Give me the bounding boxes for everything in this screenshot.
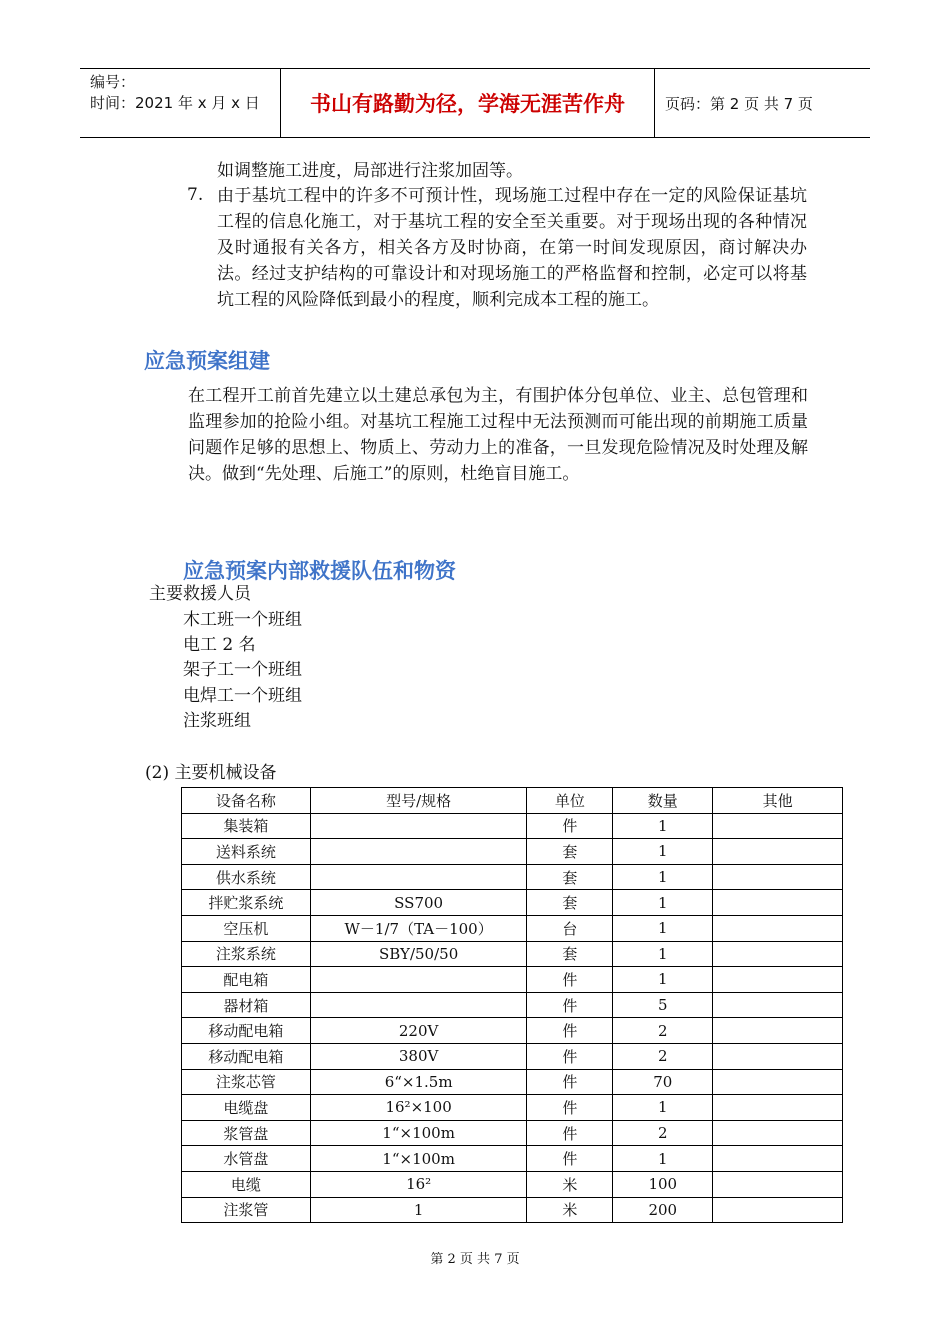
table-cell: 220V xyxy=(310,1018,527,1044)
table-cell: 台 xyxy=(527,915,613,941)
table-cell: 套 xyxy=(527,890,613,916)
table-cell: 件 xyxy=(527,813,613,839)
table-cell: 电缆盘 xyxy=(182,1095,311,1121)
table-cell: 1 xyxy=(310,1197,527,1223)
table-row xyxy=(182,1043,843,1069)
personnel-heading: 主要救援人员 xyxy=(149,584,251,604)
table-cell: 100 xyxy=(613,1171,713,1197)
table-cell: 2 xyxy=(613,1120,713,1146)
section-title-emergency-team: 应急预案组建 xyxy=(144,349,270,373)
table-cell: 件 xyxy=(527,1069,613,1095)
table-cell: 注浆系统 xyxy=(182,941,311,967)
table-cell: SS700 xyxy=(310,890,527,916)
header-cell: 设备名称 xyxy=(182,788,311,814)
page-header xyxy=(80,68,870,138)
header-meta xyxy=(80,69,281,137)
table-cell: SBY/50/50 xyxy=(310,941,527,967)
table-cell xyxy=(713,890,843,916)
table-cell: 套 xyxy=(527,839,613,865)
equipment-heading: (2) 主要机械设备 xyxy=(145,763,277,783)
table-cell xyxy=(713,1146,843,1172)
table-cell: 1 xyxy=(613,890,713,916)
table-cell xyxy=(713,1069,843,1095)
table-cell: 6“×1.5m xyxy=(310,1069,527,1095)
table-cell: 件 xyxy=(527,1043,613,1069)
table-cell: 供水系统 xyxy=(182,864,311,890)
header-motto: 书山有路勤为径，学海无涯苦作舟 xyxy=(281,69,655,137)
header-cell: 单位 xyxy=(527,788,613,814)
table-row xyxy=(182,1171,843,1197)
page-footer: 第 2 页 共 7 页 xyxy=(430,1252,520,1267)
table-cell: 1 xyxy=(613,864,713,890)
table-row xyxy=(182,813,843,839)
table-cell: 米 xyxy=(527,1197,613,1223)
section-title-rescue-resources: 应急预案内部救援队伍和物资 xyxy=(183,559,456,583)
table-cell: 送料系统 xyxy=(182,839,311,865)
item-7-text: 由于基坑工程中的许多不可预计性，现场施工过程中存在一定的风险保证基坑工程的信息化施工，对于基坑工程的安全至关重要。对于现场出现的各种情况及时通报有关各方，相关各方及时协商，在第一时间发现原因，商讨解决办法。经过支护结构的可靠设计和对现场施工的严格监督和控制，必定可以将基坑工程的风险降低到最小的程度，顺利完成本工程的施工。 xyxy=(217,186,807,310)
table-cell xyxy=(713,915,843,941)
table-cell: 空压机 xyxy=(182,915,311,941)
table-cell: 件 xyxy=(527,1146,613,1172)
table-cell: 70 xyxy=(613,1069,713,1095)
table-header-row xyxy=(182,788,843,814)
personnel-item: 电焊工一个班组 xyxy=(183,686,302,706)
table-cell: 1 xyxy=(613,915,713,941)
table-cell xyxy=(713,1171,843,1197)
table-cell xyxy=(713,1120,843,1146)
table-cell: 16²×100 xyxy=(310,1095,527,1121)
table-cell: 件 xyxy=(527,1120,613,1146)
table-row xyxy=(182,1197,843,1223)
table-cell: 16² xyxy=(310,1171,527,1197)
table-cell xyxy=(713,864,843,890)
table-cell: 2 xyxy=(613,1018,713,1044)
table-cell: 注浆管 xyxy=(182,1197,311,1223)
table-row xyxy=(182,839,843,865)
table-cell: 1 xyxy=(613,1146,713,1172)
header-cell: 数量 xyxy=(613,788,713,814)
table-cell xyxy=(310,813,527,839)
table-cell: 件 xyxy=(527,967,613,993)
personnel-item: 电工 2 名 xyxy=(183,635,256,655)
time-label: 时间：2021 年 x 月 x 日 xyxy=(90,94,260,112)
table-row xyxy=(182,1146,843,1172)
table-cell: W－1/7（TA－100） xyxy=(310,915,527,941)
table-cell: 1 xyxy=(613,941,713,967)
table-row xyxy=(182,915,843,941)
table-cell xyxy=(310,839,527,865)
personnel-item: 注浆班组 xyxy=(183,711,251,731)
header-page-info: 页码：第 2 页 共 7 页 xyxy=(665,94,813,113)
header-cell: 型号/规格 xyxy=(310,788,527,814)
table-cell: 件 xyxy=(527,1018,613,1044)
equipment-table xyxy=(181,787,843,1223)
table-cell: 集装箱 xyxy=(182,813,311,839)
table-cell: 380V xyxy=(310,1043,527,1069)
table-cell: 1 xyxy=(613,967,713,993)
table-cell: 水管盘 xyxy=(182,1146,311,1172)
table-row xyxy=(182,941,843,967)
table-cell: 1 xyxy=(613,813,713,839)
table-cell: 配电箱 xyxy=(182,967,311,993)
header-cell: 其他 xyxy=(713,788,843,814)
table-cell: 注浆芯管 xyxy=(182,1069,311,1095)
table-cell xyxy=(713,1197,843,1223)
table-row xyxy=(182,1018,843,1044)
personnel-item: 架子工一个班组 xyxy=(183,660,302,680)
table-cell: 套 xyxy=(527,941,613,967)
table-cell xyxy=(310,967,527,993)
table-cell xyxy=(713,967,843,993)
table-cell: 1 xyxy=(613,839,713,865)
table-cell xyxy=(713,941,843,967)
table-cell: 1“×100m xyxy=(310,1146,527,1172)
table-cell: 移动配电箱 xyxy=(182,1043,311,1069)
item-number: 7. xyxy=(187,185,204,205)
personnel-item: 木工班一个班组 xyxy=(183,610,302,630)
table-cell: 拌贮浆系统 xyxy=(182,890,311,916)
table-row xyxy=(182,864,843,890)
table-cell xyxy=(713,813,843,839)
table-cell xyxy=(713,839,843,865)
table-row xyxy=(182,890,843,916)
table-cell xyxy=(713,1043,843,1069)
table-cell: 米 xyxy=(527,1171,613,1197)
table-row xyxy=(182,1120,843,1146)
table-cell xyxy=(713,1018,843,1044)
table-cell: 浆管盘 xyxy=(182,1120,311,1146)
table-cell: 器材箱 xyxy=(182,992,311,1018)
table-row xyxy=(182,1095,843,1121)
table-row xyxy=(182,1069,843,1095)
table-cell: 1 xyxy=(613,1095,713,1121)
table-cell: 200 xyxy=(613,1197,713,1223)
table-cell: 套 xyxy=(527,864,613,890)
table-cell: 移动配电箱 xyxy=(182,1018,311,1044)
table-cell xyxy=(713,1095,843,1121)
table-cell: 件 xyxy=(527,1095,613,1121)
table-cell xyxy=(310,992,527,1018)
table-cell: 件 xyxy=(527,992,613,1018)
number-label: 编号： xyxy=(90,73,136,91)
continuation-text: 如调整施工进度，局部进行注浆加固等。 xyxy=(217,161,523,181)
table-cell: 2 xyxy=(613,1043,713,1069)
table-row xyxy=(182,967,843,993)
table-cell xyxy=(310,864,527,890)
section-body-emergency-team: 在工程开工前首先建立以土建总承包为主，有围护体分包单位、业主、总包管理和监理参加的抢险小组。对基坑工程施工过程中无法预测而可能出现的前期施工质量问题作足够的思想上、物质上、劳动力上的准备，一旦发现危险情况及时处理及解决。做到“先处理、后施工”的原则，杜绝盲目施工。 xyxy=(188,386,808,484)
table-row xyxy=(182,992,843,1018)
table-cell: 1“×100m xyxy=(310,1120,527,1146)
table-cell: 5 xyxy=(613,992,713,1018)
table-cell xyxy=(713,992,843,1018)
table-cell: 电缆 xyxy=(182,1171,311,1197)
